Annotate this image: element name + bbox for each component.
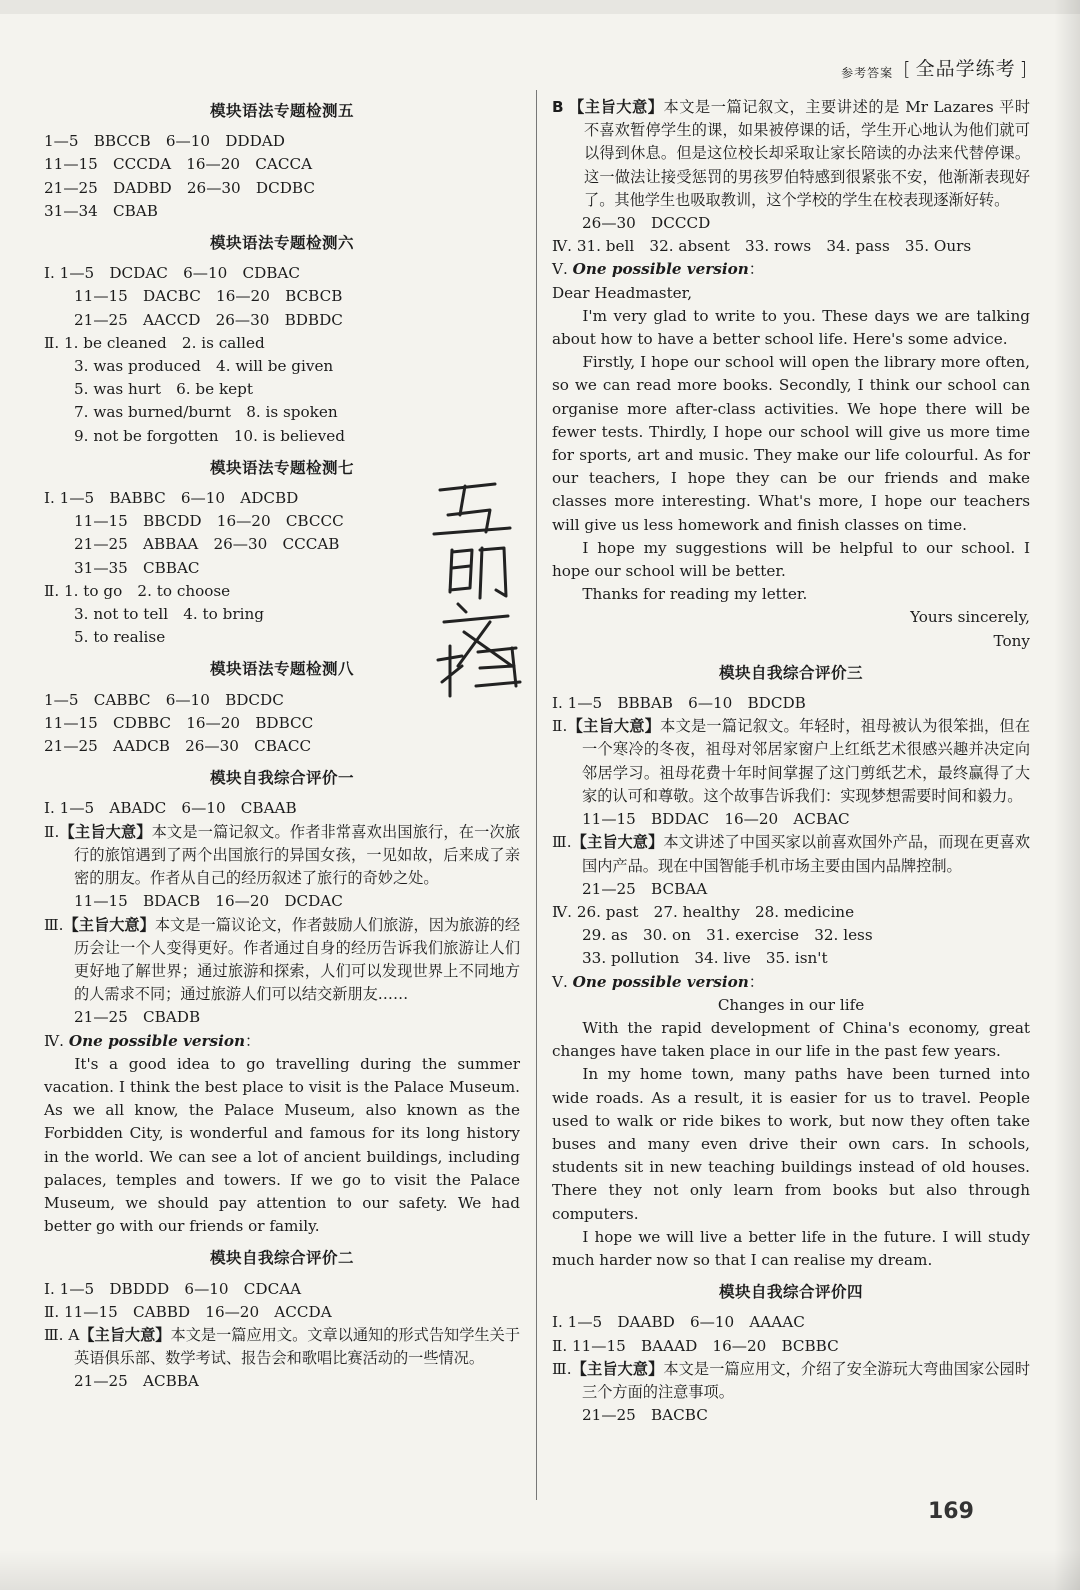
answer-line: Ⅱ. 11—15 BAAAD 16—20 BCBBC — [552, 1336, 839, 1355]
roman-label: Ⅴ. — [552, 260, 568, 279]
summary-paragraph — [44, 914, 520, 1007]
section-title: 模块语法专题检测八 — [209, 660, 354, 679]
answer-line: 9. not be forgotten 10. is believed — [74, 426, 345, 445]
answer-line: 3. not to tell 4. to bring — [74, 605, 264, 624]
column-divider — [536, 90, 537, 1500]
answer-line: Ⅰ. 1—5 BABBC 6—10 ADCBD — [44, 489, 299, 508]
answer-line: 31—35 CBBAC — [74, 558, 200, 577]
letter-paragraph: Firstly, I hope our school will open the library more often, so we can read more books. Secondly, I think our school can organise more after-class activities. We hope there will be fewer tests. Thirdly, I hope our school will give us more time for sports, art and music. They make our life colourful. As for our teachers, I hope they can be our friends and make classes more interesting. What's more, I hope our teachers will give us less homework and finish classes on time. — [552, 353, 1030, 534]
section-title: 模块自我综合评价一 — [209, 769, 354, 788]
summary-text: 本文讲述了中国买家以前喜欢国外产品，而现在更喜欢国内产品。现在中国智能手机市场主要由国内品牌控制。 — [582, 833, 1031, 875]
summary-text: 本文是一篇记叙文。年轻时，祖母被认为很笨拙，但在一个寒冷的冬夜，祖母对邻居家窗户上红纸艺术很感兴趣并决定向邻居学习。祖母花费十年时间掌握了这门剪纸艺术，最终赢得了大家的认可和尊敬。这个故事告诉我们：实现梦想需要时间和毅力。 — [582, 717, 1031, 805]
roman-label: Ⅲ. A — [44, 1325, 80, 1344]
summary-text: 本文是一篇记叙文，主要讲述的是 Mr Lazares 平时不喜欢暂停学生的课，如果被停课的话，学生开心地认为他们就可以得到休息。但是这位校长却采取让家长陪读的办法来代替停课。这一做法让接受惩罚的男孩罗伯特感到很紧张不安，他渐渐表现好了。其他学生也吸取教训，这个学校的学生在校表现逐渐好转。 — [584, 98, 1031, 209]
roman-label: Ⅴ. — [552, 972, 568, 991]
essay-title: Changes in our life — [717, 995, 865, 1014]
header-brand: [ 全品学练考 ] — [903, 54, 1028, 81]
answer-line: Ⅰ. 1—5 DCDAC 6—10 CDBAC — [44, 264, 301, 283]
answer-line: 11—15 BDACB 16—20 DCDAC — [74, 892, 343, 911]
summary-paragraph — [44, 821, 520, 891]
letter-greeting: Dear Headmaster, — [552, 283, 693, 302]
header-answers-label: 参考答案 — [841, 66, 894, 80]
roman-label: Ⅲ. — [552, 1359, 572, 1378]
page-header — [841, 54, 1028, 81]
main-idea-tag: 【主旨大意】 — [568, 98, 664, 116]
answer-line: 5. to realise — [74, 628, 166, 647]
main-idea-tag: 【主旨大意】 — [571, 833, 664, 852]
answer-line: 33. pollution 34. live 35. isn't — [582, 949, 828, 968]
answer-line: 11—15 CCCDA 16—20 CACCA — [44, 155, 313, 174]
letter-paragraph: Thanks for reading my letter. — [582, 585, 808, 604]
answer-line: 11—15 BDDAC 16—20 ACBAC — [582, 810, 850, 829]
answer-line: Ⅰ. 1—5 DAABD 6—10 AAAAC — [552, 1313, 805, 1332]
answer-line: 31—34 CBAB — [44, 201, 158, 220]
summary-text: 本文是一篇应用文，介绍了安全游玩大弯曲国家公园时三个方面的注意事项。 — [582, 1359, 1031, 1401]
main-idea-tag: 【主旨大意】 — [567, 717, 661, 736]
answer-line: Ⅳ. 26. past 27. healthy 28. medicine — [552, 902, 855, 921]
answer-line: 21—25 CBADB — [74, 1008, 201, 1027]
sample-essay: It's a good idea to go travelling during the summer vacation. I think the best place to visit is the Palace Museum. As we all know, the Palace Museum, also known as the Forbidden City, is wonderful and famous for its long history in the world. We can see a lot of ancient buildings, including palaces, temples and towers. If we go to visit the Palace Museum, we should pay attention to our safety. We had better go with our friends or family. — [44, 1054, 520, 1236]
section-title: 模块自我综合评价二 — [209, 1249, 354, 1268]
answer-line: 11—15 BBCDD 16—20 CBCCC — [74, 512, 344, 531]
version-text: One possible version — [572, 972, 749, 991]
summary-paragraph — [44, 1324, 520, 1370]
answer-line: Ⅰ. 1—5 BBBAB 6—10 BDCDB — [552, 694, 806, 713]
roman-label: Ⅲ. — [552, 833, 572, 852]
version-text: One possible version — [572, 260, 749, 279]
answer-line: 1—5 CABBC 6—10 BDCDC — [44, 690, 284, 709]
letter-signature: Tony — [993, 631, 1030, 650]
answer-line: 11—15 DACBC 16—20 BCBCB — [74, 287, 343, 306]
answer-line: 7. was burned/burnt 8. is spoken — [74, 403, 338, 422]
page-bottom-shade — [0, 1550, 1080, 1590]
answer-line: Ⅳ. 31. bell 32. absent 33. rows 34. pass 35. Ours — [552, 237, 972, 256]
letter-paragraph: I hope my suggestions will be helpful to our school. I hope our school will be better. — [552, 538, 1030, 581]
summary-text: 本文是一篇记叙文。作者非常喜欢出国旅行，在一次旅行的旅馆遇到了两个出国旅行的异国女孩，一见如故，后来成了亲密的朋友。作者从自己的经历叙述了旅行的奇妙之处。 — [74, 822, 521, 888]
roman-label: Ⅱ. — [552, 717, 568, 736]
section-title: 模块语法专题检测六 — [209, 234, 354, 253]
answer-line: 21—25 AACCD 26—30 BDBDC — [74, 310, 343, 329]
answer-line: 21—25 ABBAA 26—30 CCCAB — [74, 535, 340, 554]
answer-line: 5. was hurt 6. be kept — [74, 380, 253, 399]
section-title: 模块自我综合评价四 — [718, 1283, 863, 1302]
answer-line: 21—25 BACBC — [582, 1406, 708, 1425]
roman-label: Ⅱ. — [44, 822, 60, 841]
section-title: 模块自我综合评价三 — [718, 663, 863, 682]
answer-line: Ⅰ. 1—5 ABADC 6—10 CBAAB — [44, 799, 297, 818]
version-label: Ⅳ. One possible version： — [44, 1031, 261, 1050]
answer-line: 29. as 30. on 31. exercise 32. less — [582, 926, 873, 945]
answer-line: 26—30 DCCCD — [582, 214, 711, 233]
main-idea-tag: 【主旨大意】 — [79, 1325, 171, 1344]
answer-line: 21—25 ACBBA — [74, 1372, 199, 1391]
page-top-edge — [0, 0, 1080, 14]
summary-paragraph — [552, 831, 1030, 877]
version-text: One possible version — [68, 1031, 246, 1050]
essay-paragraph: I hope we will live a better life in the future. I will study much harder now so that I can realise my dream. — [552, 1227, 1030, 1269]
section-title: 模块语法专题检测五 — [209, 102, 354, 120]
version-label: Ⅴ. One possible version： — [552, 260, 764, 279]
answer-line: Ⅰ. 1—5 DBDDD 6—10 CDCAA — [44, 1279, 302, 1298]
answer-line: Ⅱ. 11—15 CABBD 16—20 ACCDA — [44, 1302, 332, 1321]
answer-line: 21—25 DADBD 26—30 DCDBC — [44, 178, 315, 197]
summary-text: 本文是一篇应用文。文章以通知的形式告知学生关于英语俱乐部、数学考试、报告会和歌唱比赛活动的一些情况。 — [74, 1325, 521, 1368]
letter-paragraph: I'm very glad to write to you. These days we are talking about how to have a better school life. Here's some advice. — [552, 306, 1030, 349]
main-idea-tag: 【主旨大意】 — [571, 1359, 664, 1378]
handwritten-annotation — [420, 470, 540, 700]
roman-label: B — [552, 98, 564, 116]
answer-line: 21—25 BCBAA — [582, 879, 708, 898]
answer-line: Ⅱ. 1. be cleaned 2. is called — [44, 333, 265, 352]
summary-paragraph — [552, 96, 1030, 212]
summary-paragraph — [552, 715, 1030, 808]
version-label: Ⅴ. One possible version： — [552, 972, 764, 991]
roman-label: Ⅳ. — [44, 1031, 65, 1050]
answer-line: Ⅱ. 1. to go 2. to choose — [44, 581, 231, 600]
answer-line: 11—15 CDBBC 16—20 BDBCC — [44, 713, 314, 732]
main-idea-tag: 【主旨大意】 — [59, 822, 152, 841]
right-column — [552, 96, 1030, 1427]
main-idea-tag: 【主旨大意】 — [63, 915, 155, 934]
page-binding-shadow — [1054, 0, 1080, 1590]
answer-line: 1—5 BBCCB 6—10 DDDAD — [44, 132, 285, 151]
roman-label: Ⅲ. — [44, 915, 64, 934]
section-title: 模块语法专题检测七 — [209, 458, 354, 477]
summary-text: 本文是一篇议论文，作者鼓励人们旅游，因为旅游的经历会让一个人变得更好。作者通过自身的经历告诉我们旅游让人们更好地了解世界；通过旅游和探索，人们可以发现世界上不同地方的人需求不同；通过旅游人们可以结交新朋友…… — [74, 915, 521, 1004]
page-number: 169 — [928, 1499, 974, 1524]
answer-line: 21—25 AADCB 26—30 CBACC — [44, 737, 312, 756]
answer-line: 3. was produced 4. will be given — [74, 357, 334, 376]
left-column — [44, 96, 520, 1394]
essay-paragraph: In my home town, many paths have been turned into wide roads. As a result, it is easier for us to travel. People used to walk or ride bikes to work, but now they often take buses and many even drive their own cars. In schools, students sit in new teaching buildings instead of old houses. There they not only learn from books but also through computers. — [552, 1065, 1030, 1223]
summary-paragraph — [552, 1358, 1030, 1404]
essay-paragraph: With the rapid development of China's economy, great changes have taken place in our life in the past few years. — [552, 1018, 1030, 1061]
letter-closing: Yours sincerely, — [910, 608, 1030, 627]
